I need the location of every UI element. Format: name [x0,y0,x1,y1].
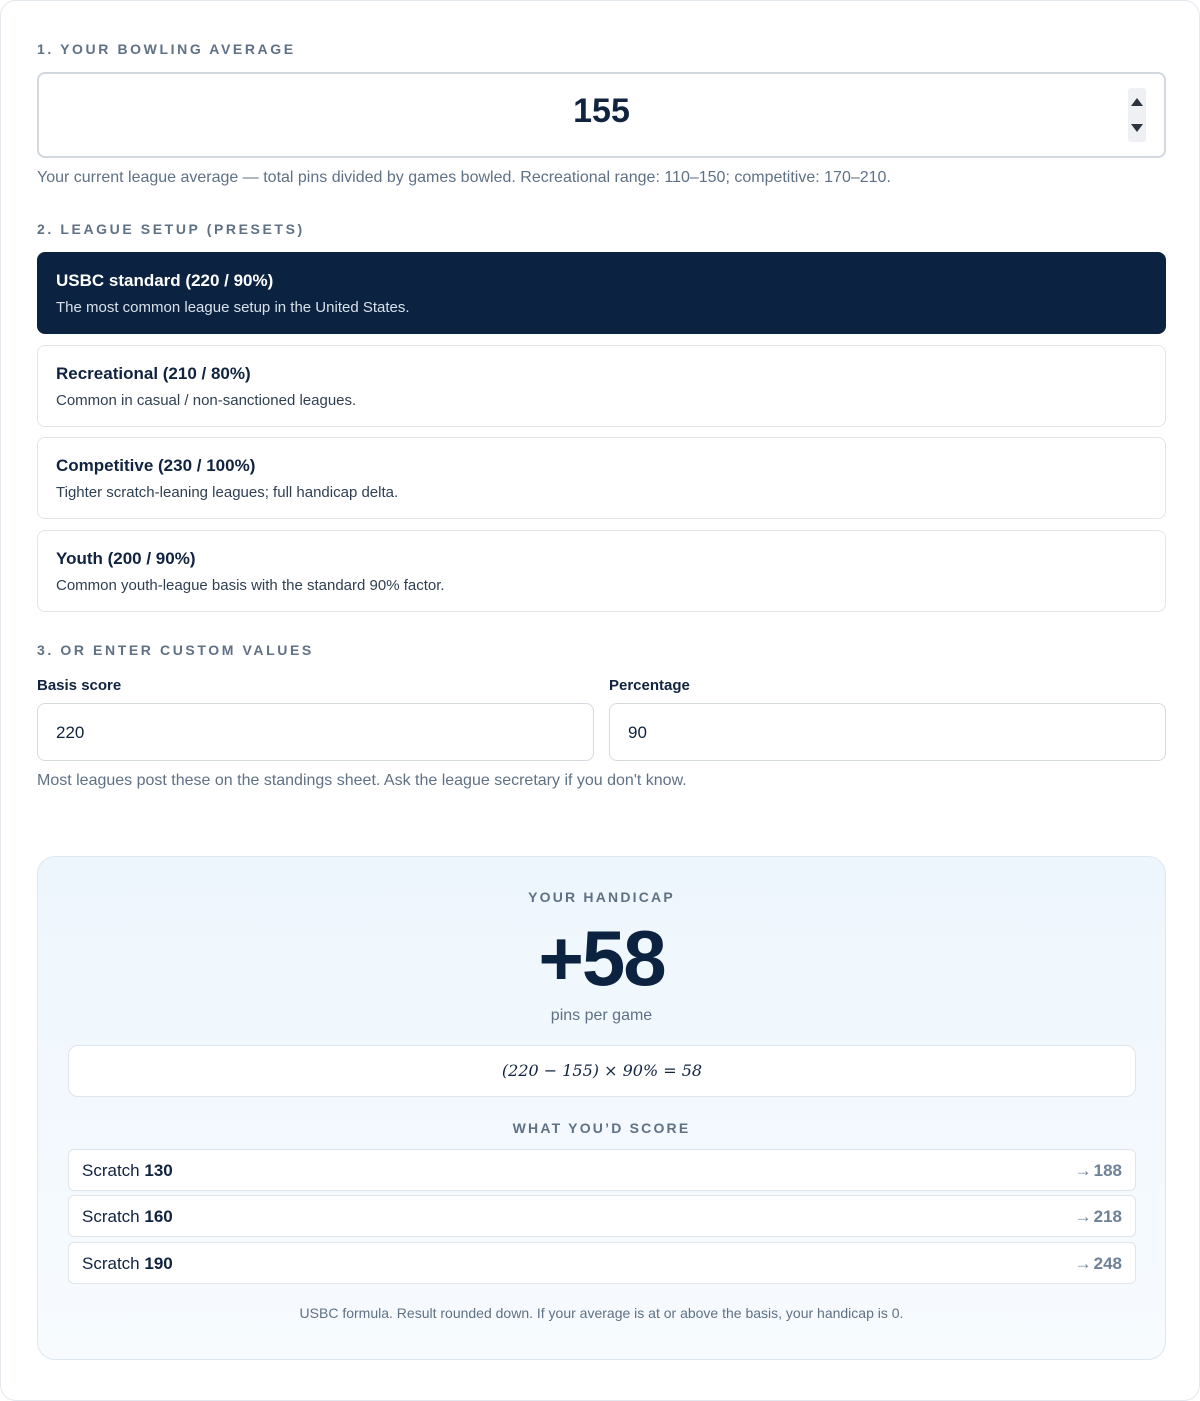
percentage-label: Percentage [609,677,690,694]
handicap-value: +58 [538,914,665,1002]
percentage-input[interactable]: 90 [609,703,1166,761]
stepper-up-icon[interactable] [1131,98,1143,106]
preset-description: Common youth-league basis with the standard 90% factor. [56,577,445,594]
score-prefix: Scratch [82,1254,140,1273]
arrow-right-icon: → [1074,1254,1092,1273]
scores-label: WHAT YOU’D SCORE [512,1120,691,1136]
preset-description: Common in casual / non-sanctioned leagues. [56,392,357,409]
preset-title: Youth (200 / 90%) [56,549,196,568]
average-stepper[interactable] [1128,88,1146,142]
stepper-down-icon[interactable] [1131,124,1143,132]
preset-competitive[interactable] [37,437,1166,519]
preset-youth[interactable] [37,530,1166,612]
preset-title: Competitive (230 / 100%) [56,456,256,475]
average-value: 155 [573,92,630,130]
score-prefix: Scratch [82,1207,140,1226]
handicap-formula: (220 − 155) × 90% = 58 [68,1045,1136,1097]
preset-title: USBC standard (220 / 90%) [56,271,274,290]
average-section-label: 1. YOUR BOWLING AVERAGE [37,41,296,57]
handicap-label: YOUR HANDICAP [528,889,675,905]
preset-description: Tighter scratch-leaning leagues; full handicap delta. [56,484,399,501]
scratch-score: 190 [144,1254,173,1273]
score-row [68,1149,1136,1191]
average-input[interactable] [37,72,1166,158]
handicap-total: 218 [1093,1207,1122,1226]
preset-description: The most common league setup in the United States. [56,299,410,316]
average-help-text: Your current league average — total pins divided by games bowled. Recreational range: 110–150; competitive: 170–210. [37,169,891,186]
handicap-unit: pins per game [550,1007,653,1024]
basis-score-label: Basis score [37,677,122,694]
handicap-total: 188 [1093,1161,1122,1180]
preset-recreational[interactable] [37,345,1166,427]
formula-note: USBC formula. Result rounded down. If your average is at or above the basis, your handicap is 0. [299,1305,904,1321]
preset-title: Recreational (210 / 80%) [56,364,251,383]
arrow-right-icon: → [1074,1207,1092,1226]
arrow-right-icon: → [1074,1161,1092,1180]
preset-usbc-standard[interactable] [37,252,1166,334]
basis-score-input[interactable]: 220 [37,703,594,761]
score-row [68,1242,1136,1284]
result-panel [37,856,1166,1360]
custom-help-text: Most leagues post these on the standings sheet. Ask the league secretary if you don't know. [37,772,687,789]
score-row [68,1195,1136,1237]
scratch-score: 130 [144,1161,173,1180]
custom-section-label: 3. OR ENTER CUSTOM VALUES [37,642,314,658]
handicap-total: 248 [1093,1254,1122,1273]
score-prefix: Scratch [82,1161,140,1180]
presets-section-label: 2. LEAGUE SETUP (PRESETS) [37,221,305,237]
scratch-score: 160 [144,1207,173,1226]
